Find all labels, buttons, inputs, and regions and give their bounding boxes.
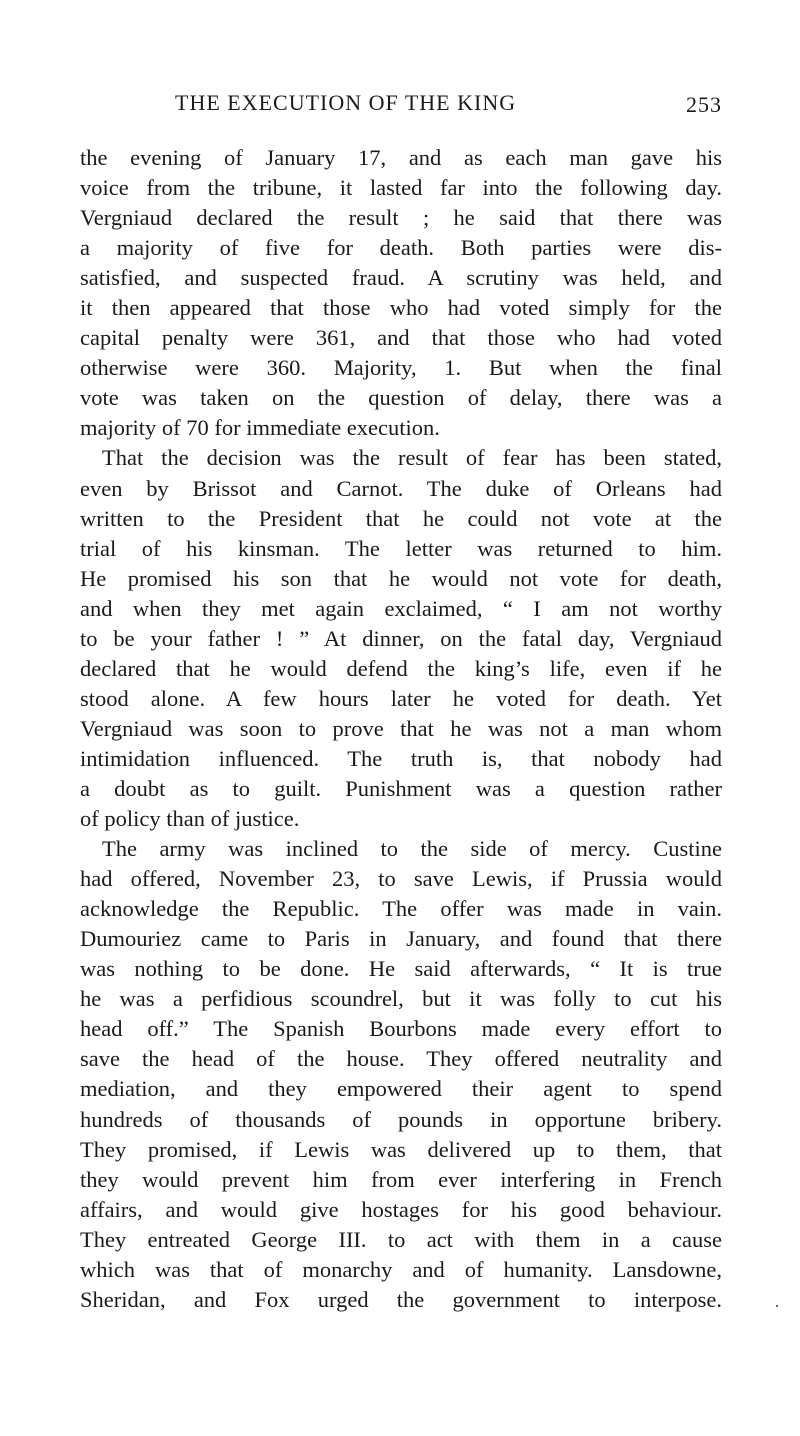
text-line: Sheridan, and Fox urged the government to interpose.: [80, 1286, 722, 1312]
text-line: mediation, and they empowered their agent to spend: [80, 1076, 722, 1102]
page-body-text: [80, 143, 722, 1315]
text-line: declared that he would defend the king’s life, even if he: [80, 655, 722, 681]
text-line: otherwise were 360. Majority, 1. But when the final: [80, 355, 722, 381]
text-line: acknowledge the Republic. The offer was made in vain.: [80, 896, 722, 922]
text-line: save the head of the house. They offered neutrality and: [80, 1046, 722, 1072]
text-line: They entreated George III. to act with them in a cause: [80, 1226, 722, 1252]
text-line: voice from the tribune, it lasted far into the following day.: [80, 175, 722, 201]
text-line: and when they met again exclaimed, “ I am not worthy: [80, 595, 722, 621]
text-line: had offered, November 23, to save Lewis, if Prussia would: [80, 866, 722, 892]
text-line: vote was taken on the question of delay, there was a: [80, 385, 722, 411]
running-title: THE EXECUTION OF THE KING: [175, 90, 517, 115]
text-line: the evening of January 17, and as each man gave his: [80, 145, 722, 170]
text-line: The army was inclined to the side of mercy. Custine: [102, 836, 722, 862]
text-line: intimidation influenced. The truth is, that nobody had: [80, 745, 722, 771]
text-line: That the decision was the result of fear has been stated,: [102, 445, 722, 471]
text-line: he was a perfidious scoundrel, but it was folly to cut his: [80, 986, 722, 1012]
text-line: it then appeared that those who had voted simply for the: [80, 295, 722, 321]
text-line: was nothing to be done. He said afterwards, “ It is true: [80, 956, 722, 982]
text-line: a doubt as to guilt. Punishment was a question rather: [80, 775, 722, 801]
text-line: Vergniaud declared the result ; he said that there was: [80, 205, 722, 231]
scan-speck: [776, 1305, 778, 1307]
text-line: He promised his son that he would not vote for death,: [80, 565, 722, 591]
text-line: stood alone. A few hours later he voted for death. Yet: [80, 685, 722, 711]
text-line: majority of 70 for immediate execution.: [80, 415, 440, 441]
text-line: trial of his kinsman. The letter was returned to him.: [80, 535, 722, 561]
text-line: written to the President that he could not vote at the: [80, 505, 722, 531]
text-line: head off.” The Spanish Bourbons made every effort to: [80, 1016, 722, 1042]
text-line: hundreds of thousands of pounds in opportune bribery.: [80, 1106, 722, 1132]
text-line: even by Brissot and Carnot. The duke of Orleans had: [80, 475, 722, 501]
text-line: capital penalty were 361, and that those who had voted: [80, 325, 722, 351]
page-number: 253: [686, 92, 722, 117]
text-line: They promised, if Lewis was delivered up to them, that: [80, 1136, 722, 1162]
text-line: satisfied, and suspected fraud. A scrutiny was held, and: [80, 265, 722, 291]
running-header: [80, 90, 722, 122]
text-line: affairs, and would give hostages for his good behaviour.: [80, 1196, 722, 1222]
text-line: Vergniaud was soon to prove that he was not a man whom: [80, 715, 722, 741]
text-line: which was that of monarchy and of humanity. Lansdowne,: [80, 1256, 722, 1282]
text-line: a majority of five for death. Both parties were dis-: [80, 235, 722, 261]
text-line: Dumouriez came to Paris in January, and found that there: [80, 926, 722, 952]
text-line: of policy than of justice.: [80, 806, 300, 832]
text-line: they would prevent him from ever interfering in French: [80, 1166, 722, 1192]
text-line: to be your father ! ” At dinner, on the fatal day, Vergniaud: [80, 625, 722, 651]
